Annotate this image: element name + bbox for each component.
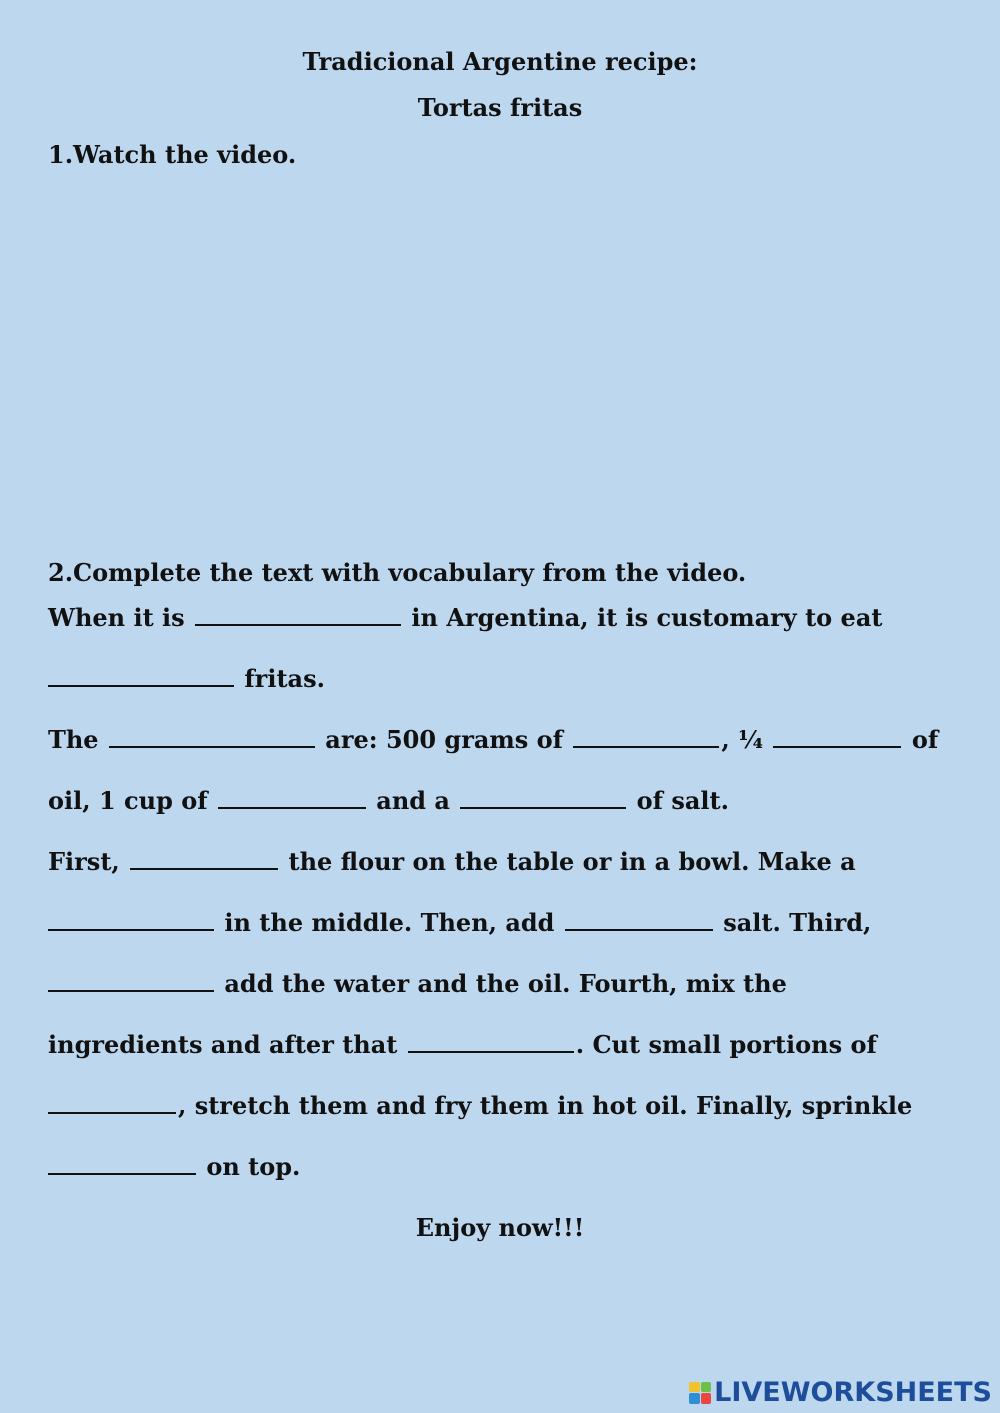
text-line-9 <box>48 1091 913 1120</box>
blank-input-10[interactable] <box>565 911 713 931</box>
blank-input-14[interactable] <box>48 1155 196 1175</box>
text-line-5 <box>48 847 856 876</box>
text-line-3 <box>48 725 939 754</box>
closing-text: Enjoy now!!! <box>415 1213 585 1242</box>
blank-input-2[interactable] <box>48 667 234 687</box>
blank-input-8[interactable] <box>130 850 278 870</box>
text-fragment: the flour on the table or in a bowl. Make a <box>288 847 856 876</box>
blank-input-11[interactable] <box>48 972 214 992</box>
text-fragment: , ¼ <box>721 725 764 754</box>
text-fragment: fritas. <box>244 664 325 693</box>
blank-input-3[interactable] <box>109 728 315 748</box>
text-fragment: on top. <box>206 1152 301 1181</box>
text-fragment: are: 500 grams of <box>325 725 563 754</box>
text-line-7 <box>48 969 787 998</box>
text-fragment: in Argentina, it is customary to eat <box>411 603 883 632</box>
text-line-10 <box>48 1152 301 1181</box>
text-fragment: of <box>911 725 939 754</box>
logo-mark-square <box>689 1382 700 1393</box>
text-fragment: and a <box>376 786 450 815</box>
text-fragment: ingredients and after that <box>48 1030 398 1059</box>
text-fragment: First, <box>48 847 120 876</box>
text-line-6 <box>48 908 872 937</box>
text-fragment: in the middle. Then, add <box>224 908 555 937</box>
section1-heading: 1.Watch the video. <box>48 140 297 169</box>
blank-input-12[interactable] <box>408 1033 574 1053</box>
blank-input-13[interactable] <box>48 1094 176 1114</box>
text-fragment: of salt. <box>636 786 729 815</box>
logo-mark-square <box>701 1382 712 1393</box>
liveworksheets-logo <box>689 1377 992 1408</box>
text-line-1 <box>48 603 883 632</box>
text-line-4 <box>48 786 729 815</box>
recipe-name: Tortas fritas <box>417 93 583 122</box>
blank-input-9[interactable] <box>48 911 214 931</box>
text-fragment: salt. Third, <box>723 908 872 937</box>
blank-input-4[interactable] <box>573 728 719 748</box>
text-line-8 <box>48 1030 877 1059</box>
section2-heading: 2.Complete the text with vocabulary from the video. <box>48 558 747 587</box>
text-fragment: The <box>48 725 99 754</box>
logo-mark-square <box>689 1393 700 1404</box>
blank-input-1[interactable] <box>195 606 401 626</box>
text-fragment: oil, 1 cup of <box>48 786 208 815</box>
text-fragment: When it is <box>48 603 185 632</box>
text-fragment: add the water and the oil. Fourth, mix the <box>224 969 787 998</box>
blank-input-6[interactable] <box>218 789 366 809</box>
text-line-2 <box>48 664 325 693</box>
text-fragment: . Cut small portions of <box>575 1030 877 1059</box>
text-fragment: , stretch them and fry them in hot oil. Finally, sprinkle <box>178 1091 913 1120</box>
logo-mark-square <box>701 1393 712 1404</box>
blank-input-7[interactable] <box>460 789 626 809</box>
worksheet-title: Tradicional Argentine recipe: <box>302 47 698 76</box>
liveworksheets-mark-icon <box>689 1382 711 1404</box>
logo-text: LIVEWORKSHEETS <box>714 1377 992 1408</box>
blank-input-5[interactable] <box>773 728 901 748</box>
video-placeholder[interactable] <box>48 185 948 545</box>
